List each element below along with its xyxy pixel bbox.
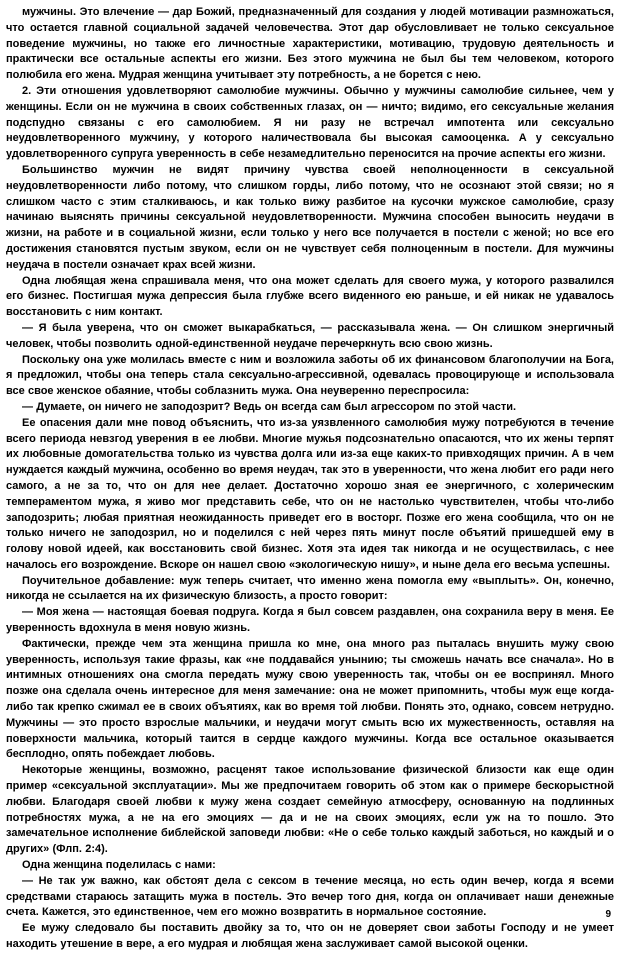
paragraph: Ее опасения дали мне повод объяснить, что из-за уязвленного самолюбия мужу потребуются в течение всего периода невзгод уверения в ее любви. Многие мужья подсознательно опасаются, что их жены терпят их любовные домогательства только из чувства долга или из-за еще каких-то привходящих причин. А в чем нуждается каждый мужчина, особенно во время неудач, так это в уверенности, что жена любит его ради него самого, а не за то, что он для нее делает. Достаточно хорошо зная ее энергичного, с холерическим темпераментом мужа, я живо мог представить себе, что он не настолько чувствителен, чтобы что-либо заподозрить; любая приятная неожиданность приведет его в восторг. Позже его жена сообщила, что он не только ничего не заподозрил, но и поделился с ней через пять минут после объятий пришедшей ему в голову новой идеей, как восстановить свой бизнес. Хотя эта идея так никогда и не осуществилась, с нее началось его возрождение. Вскоре он нашел свою «экологическую нишу», и ныне дела его весьма успешны. — [6, 416, 614, 571]
paragraph: 2. Эти отношения удовлетворяют самолюбие мужчины. Обычно у мужчины самолюбие сильнее, чем у женщины. Если он не мужчина в своих собственных глазах, он — ничто; видимо, его сексуальные желания подспудно связаны с его самолюбием. Я ни разу не встречал импотента или сексуально неудовлетворенного мужчину, у которого наличествовала бы высокая самооценка. А у сексуально удовлетворенного супруга уверенность в себе незамедлительно переносится на прочие аспекты его жизни. — [6, 84, 614, 161]
paragraph: — Я была уверена, что он сможет выкарабкаться, — рассказывала жена. — Он слишком энергичный человек, чтобы позволить одной-единственной неудаче перечеркнуть всю свою жизнь. — [6, 321, 614, 350]
paragraph: Поскольку она уже молилась вместе с ним и возложила заботы об их финансовом благополучии на Бога, я предложил, чтобы она теперь стала сексуально-агрессивной, одевалась провоцирующе и использовала все свое женское обаяние, чтобы соблазнить мужа. Она неуверенно переспросила: — [6, 353, 614, 398]
paragraph: — Думаете, он ничего не заподозрит? Ведь он всегда сам был агрессором по этой части. — [22, 400, 517, 413]
page-number: 9 — [605, 909, 611, 920]
text-block — [6, 5, 614, 953]
paragraph: Большинство мужчин не видят причину чувства своей неполноценности в сексуальной неудовлетворенности либо потому, что слишком горды, либо потому, что не осознают этой связи; но я слишком часто с этим сталкиваюсь, и как только вижу разбитое на кусочки мужское самолюбие, сразу начинаю выяснять причины сексуальной неудовлетворенности. Мужчина способен выносить неудачи в жизни, на работе и в социальной жизни, если только у него все получается в постели с женой; но все его достижения становятся пустым звуком, если он не чувствует себя полноценным в постели. Для мужчины неудача в постели означает крах всей жизни. — [6, 163, 614, 271]
paragraph: Фактически, прежде чем эта женщина пришла ко мне, она много раз пыталась внушить мужу свою уверенность, используя такие фразы, как «не поддавайся унынию; ты сможешь начать все сначала». Но в интимных отношениях она смогла передать мужу свою уверенность так, чтобы он ее воспринял. Много позже она сделала очень интересное для меня замечание: она не может припомнить, чтобы муж еще когда-либо так крепко сжимал ее в своих объятиях, как во время той любви. Понять это, однако, совсем нетрудно. Мужчины — это просто взрослые мальчики, и неудачи могут смыть всю их мужественность, оставляя на поверхности мальчика, который таится в сердце каждого мужчины. Когда все остальное оказывается бесплодно, опять побеждает любовь. — [6, 637, 614, 761]
paragraph: — Моя жена — настоящая боевая подруга. Когда я был совсем раздавлен, она сохранила веру в меня. Ее уверенность вдохнула в меня новую жизнь. — [6, 606, 614, 635]
paragraph: Одна любящая жена спрашивала меня, что она может сделать для своего мужа, у которого развалился его бизнес. Постигшая мужа депрессия была глубже всего виденного ею раньше, и ей никак не удавалось восстановить с ним контакт. — [6, 274, 614, 319]
paragraph: Поучительное добавление: муж теперь считает, что именно жена помогла ему «выплыть». Он, конечно, никогда не ссылается на их физическую близость, а просто говорит: — [6, 574, 614, 603]
paragraph: Некоторые женщины, возможно, расценят такое использование физической близости как еще один пример «сексуальной эксплуатации». Мы же предпочитаем говорить об этом как о примере бескорыстной любви. Благодаря своей любви к мужу жена создает семейную атмосферу, основанную на подлинных потребностях мужа, а не на его эмоциях — да и не на своих эмоциях, если уж на то пошло. Это замечательное исполнение библейской заповеди любви: «Не о себе только каждый заботься, но каждый и о других» (Флп. 2:4). — [6, 764, 614, 856]
paragraph: — Не так уж важно, как обстоят дела с сексом в течение месяца, но есть один вечер, когда я всеми средствами стараюсь затащить мужа в постель. Это вечер того дня, когда он оплачивает наши денежные счета. Кажется, это единственное, чем его можно возвратить в нормальное состояние. — [6, 874, 614, 919]
paragraph: Ее мужу следовало бы поставить двойку за то, что он не доверяет свои заботы Господу и не умеет находить утешение в вере, а его мудрая и любящая жена заслуживает самой высокой оценки. — [6, 922, 614, 951]
paragraph: мужчины. Это влечение — дар Божий, предназначенный для создания у людей мотивации размножаться, что остается главной социальной задачей человечества. Этот дар обусловливает не только сексуальное поведение мужчины, но также его личностные характеристики, мотивацию, трудовую деятельность и практически все остальные аспекты его жизни. Без этого мужчина не был бы тем человеком, которого полюбила его жена. Мудрая женщина учитывает эту потребность, а не борется с нею. — [6, 6, 614, 82]
paragraph: Одна женщина поделилась с нами: — [22, 859, 216, 872]
